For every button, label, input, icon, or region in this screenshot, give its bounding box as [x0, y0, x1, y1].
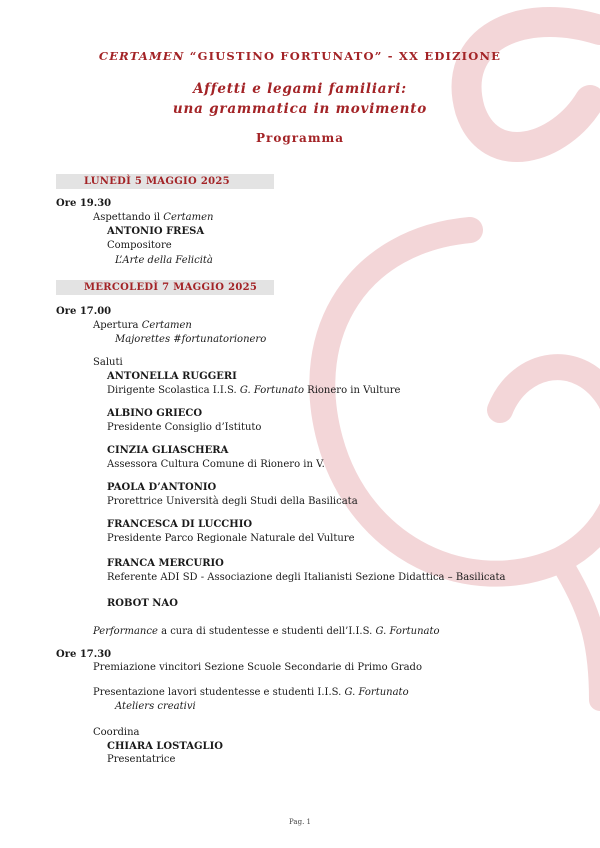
time-1700: Ore 17.00 — [56, 306, 112, 317]
event-theme — [0, 79, 600, 119]
coordinator-role: Presentatrice — [107, 754, 176, 765]
coordina-label: Coordina — [93, 727, 140, 738]
intro-line: Aspettando il Certamen — [93, 212, 214, 223]
performance-line: Performance a cura di studentesse e studenti dell’I.I.S. G. Fortunato — [93, 626, 440, 637]
ateliers-line: Ateliers creativi — [115, 701, 196, 712]
speaker-role: Presidente Parco Regionale Naturale del Vulture — [107, 533, 355, 544]
speaker-name: ANTONELLA RUGGERI — [107, 371, 237, 382]
speaker-name: ROBOT NAO — [107, 598, 178, 609]
presentazione-line: Presentazione lavori studentesse e studenti I.I.S. G. Fortunato — [93, 687, 409, 698]
guest-name: ANTONIO FRESA — [107, 226, 205, 237]
theme-line-2: una grammatica in movimento — [172, 101, 428, 117]
speaker-name: ALBINO GRIECO — [107, 408, 203, 419]
guest-role: Compositore — [107, 240, 172, 251]
majorettes-line: Majorettes #fortunatorionero — [115, 334, 267, 345]
coordinator-name: CHIARA LOSTAGLIO — [107, 741, 223, 752]
speaker-name: FRANCESCA DI LUCCHIO — [107, 519, 253, 530]
premiazione-line: Premiazione vincitori Sezione Scuole Secondarie di Primo Grado — [93, 662, 422, 673]
speaker-role: Presidente Consiglio d’Istituto — [107, 422, 262, 433]
speaker-role: Assessora Cultura Comune di Rionero in V. — [107, 459, 325, 470]
speaker-name: PAOLA D’ANTONIO — [107, 482, 217, 493]
day-heading-1: LUNEDÌ 5 MAGGIO 2025 — [56, 174, 274, 189]
speaker-role: Referente ADI SD - Associazione degli Italianisti Sezione Didattica – Basilicata — [107, 572, 506, 583]
speaker-name: FRANCA MERCURIO — [107, 558, 224, 569]
time-1730: Ore 17.30 — [56, 649, 112, 660]
time-1930: Ore 19.30 — [56, 198, 112, 209]
opening-line: Apertura Certamen — [93, 320, 192, 331]
saluti-label: Saluti — [93, 357, 123, 368]
speaker-role: Dirigente Scolastica I.I.S. G. Fortunato Rionero in Vulture — [107, 385, 401, 396]
speaker-name: CINZIA GLIASCHERA — [107, 445, 229, 456]
theme-line-1: Affetti e legami familiari: — [193, 81, 407, 97]
speaker-role: Prorettrice Università degli Studi della Basilicata — [107, 496, 358, 507]
programma-heading: Programma — [255, 131, 344, 145]
guest-work: L’Arte della Felicità — [115, 255, 213, 266]
page-number: Pag. 1 — [289, 818, 311, 826]
event-title: CERTAMEN “GIUSTINO FORTUNATO” - XX EDIZIONE — [98, 49, 502, 63]
day-heading-2: MERCOLEDÌ 7 MAGGIO 2025 — [56, 280, 274, 295]
